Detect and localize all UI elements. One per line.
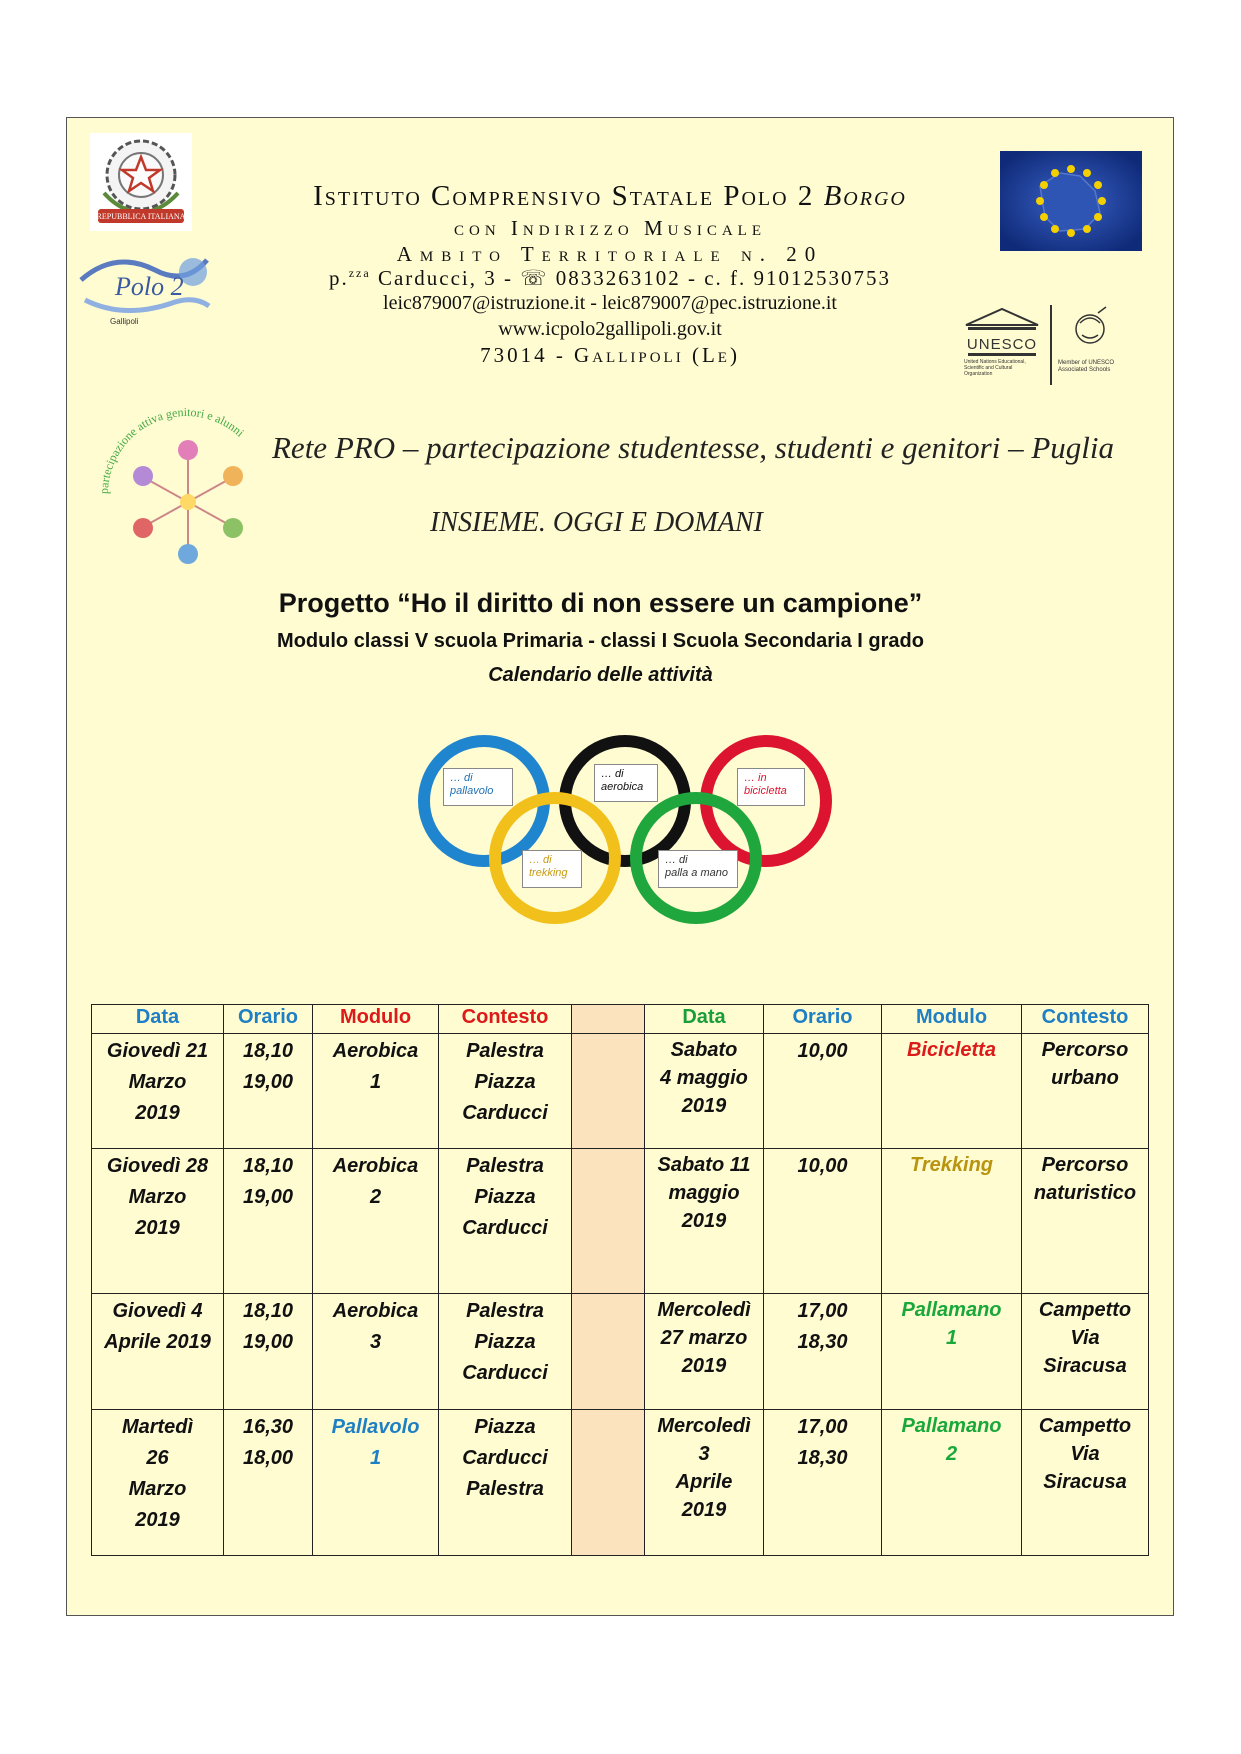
table-gap-cell — [572, 1410, 645, 1556]
cell-line: Marzo — [128, 1478, 187, 1500]
motto: INSIEME. OGGI E DOMANI — [430, 507, 763, 538]
cell-line: 2019 — [135, 1102, 180, 1124]
cell-line: Piazza — [474, 1186, 536, 1208]
cell-line: 2 — [369, 1186, 382, 1208]
ring-label-trekking: … di trekking — [522, 850, 582, 888]
table-cell — [92, 1294, 224, 1410]
table-cell — [224, 1410, 313, 1556]
cell-line: Piazza — [474, 1416, 536, 1438]
cell-line: Trekking — [910, 1154, 993, 1176]
unesco-member-caption: Member of UNESCO Associated Schools — [1058, 360, 1115, 373]
school-email-line: leic879007@istruzione.it - leic879007@pec.istruzione.it — [383, 292, 837, 314]
cell-line: Carducci — [462, 1362, 548, 1384]
rete-pro-logo — [96, 402, 276, 572]
ring-label-bicicletta: … in bicicletta — [737, 768, 805, 806]
table-header-cell — [572, 1005, 645, 1034]
cell-line: Pallamano — [901, 1415, 1002, 1437]
table-cell — [645, 1149, 764, 1294]
table-gap-cell — [572, 1294, 645, 1410]
cell-line: Carducci — [462, 1447, 548, 1469]
cell-line: Campetto — [1038, 1299, 1132, 1321]
polo2-logo — [75, 240, 215, 328]
table-cell — [439, 1149, 572, 1294]
project-title: Progetto “Ho il diritto di non essere un campione” — [278, 588, 923, 618]
table-header-cell: Data — [645, 1005, 764, 1034]
cell-line: Palestra — [466, 1040, 544, 1062]
cell-line: Via — [1070, 1327, 1100, 1349]
cell-line: Palestra — [466, 1300, 544, 1322]
polo2-logo-text: Polo 2 — [115, 272, 184, 301]
cell-line: Aprile 2019 — [104, 1331, 211, 1353]
table-row — [92, 1149, 1149, 1294]
unesco-schools-logo — [1058, 305, 1128, 385]
unesco-wordmark: UNESCO — [966, 336, 1038, 353]
cell-line: Percorso — [1041, 1039, 1129, 1061]
cell-line: Aerobica — [332, 1300, 419, 1322]
cell-line: Palestra — [466, 1155, 544, 1177]
table-cell — [764, 1149, 882, 1294]
table-cell — [1022, 1034, 1149, 1149]
table-header-cell: Modulo — [313, 1005, 439, 1034]
cell-line: 4 maggio — [660, 1067, 748, 1089]
table-row — [92, 1294, 1149, 1410]
cell-line: 19,00 — [242, 1331, 294, 1353]
cell-line: 18,30 — [797, 1331, 848, 1353]
cell-line: 18,10 — [242, 1040, 294, 1062]
cell-line: Percorso — [1041, 1154, 1129, 1176]
unesco-caption: United Nations Educational, Scientific and Cultural Organization — [964, 359, 1026, 377]
table-cell — [882, 1149, 1022, 1294]
cell-line: Giovedì 28 — [106, 1155, 209, 1177]
cell-line: 1 — [945, 1327, 958, 1349]
table-cell — [1022, 1410, 1149, 1556]
cell-line: Giovedì 4 — [112, 1300, 203, 1322]
table-cell — [764, 1294, 882, 1410]
cell-line: 10,00 — [797, 1040, 848, 1062]
cell-line: 18,30 — [797, 1447, 848, 1469]
school-website-line: www.icpolo2gallipoli.gov.it — [498, 318, 722, 340]
ring-label-aerobica: … di aerobica — [594, 764, 658, 802]
cell-line: Marzo — [128, 1071, 187, 1093]
table-cell — [92, 1034, 224, 1149]
cell-line: 18,00 — [242, 1447, 294, 1469]
cell-line: Aprile — [675, 1471, 733, 1493]
cell-line: 10,00 — [797, 1155, 848, 1177]
cell-line: 3 — [698, 1443, 710, 1465]
school-music-line: con Indirizzo Musicale — [454, 216, 766, 240]
cell-line: Piazza — [474, 1331, 536, 1353]
republic-ribbon-text: REPUBBLICA ITALIANA — [96, 212, 186, 221]
table-cell — [439, 1034, 572, 1149]
table-cell — [764, 1034, 882, 1149]
cell-line: 19,00 — [242, 1071, 294, 1093]
table-cell — [882, 1034, 1022, 1149]
table-cell — [92, 1149, 224, 1294]
table-cell — [645, 1294, 764, 1410]
table-cell — [313, 1149, 439, 1294]
cell-line: 17,00 — [797, 1416, 848, 1438]
school-city-line: 73014 - Gallipoli (Le) — [480, 343, 740, 367]
project-module: Modulo classi V scuola Primaria - classi I Scuola Secondaria I grado — [277, 630, 924, 652]
cell-line: Via — [1070, 1443, 1100, 1465]
cell-line: Giovedì 21 — [106, 1040, 209, 1062]
cell-line: Sabato 11 — [657, 1154, 751, 1176]
polo2-logo-subtext: Gallipoli — [110, 317, 139, 326]
school-name: Istituto Comprensivo Statale Polo 2 Borgo — [313, 180, 907, 212]
table-cell — [1022, 1149, 1149, 1294]
cell-line: Campetto — [1038, 1415, 1132, 1437]
ring-label-palla-a-mano: … di palla a mano — [658, 850, 738, 888]
school-address-line: p.$^{zza}$ Carducci, 3 - ☏ 0833263102 - c. f. 91012530753 — [328, 266, 892, 290]
cell-line: Carducci — [462, 1102, 548, 1124]
table-header-cell: Data — [92, 1005, 224, 1034]
cell-line: 3 — [369, 1331, 382, 1353]
cell-line: 19,00 — [242, 1186, 294, 1208]
cell-line: urbano — [1051, 1067, 1119, 1089]
rete-pro-title: Rete PRO – partecipazione studentesse, studenti e genitori – Puglia — [272, 430, 1115, 465]
table-cell — [439, 1294, 572, 1410]
cell-line: Marzo — [128, 1186, 187, 1208]
table-header-cell: Orario — [764, 1005, 882, 1034]
rete-arc-text: partecipazione attiva genitori e alunni — [96, 404, 248, 495]
table-header-row — [92, 1005, 1149, 1034]
cell-line: Martedì — [121, 1416, 194, 1438]
activity-calendar-table — [91, 1004, 1149, 1556]
cell-line: 2019 — [681, 1355, 727, 1377]
cell-line: Palestra — [466, 1478, 544, 1500]
table-gap-cell — [572, 1149, 645, 1294]
cell-line: 2019 — [681, 1210, 727, 1232]
table-row — [92, 1410, 1149, 1556]
table-cell — [224, 1149, 313, 1294]
table-cell — [224, 1294, 313, 1410]
olympic-rings — [412, 730, 842, 930]
cell-line: naturistico — [1033, 1182, 1137, 1204]
cell-line: 2019 — [135, 1509, 180, 1531]
table-cell — [645, 1034, 764, 1149]
table-header-cell: Modulo — [882, 1005, 1022, 1034]
cell-line: 2019 — [681, 1095, 727, 1117]
cell-line: 1 — [369, 1447, 382, 1469]
cell-line: Mercoledì — [657, 1415, 751, 1437]
eu-flag-logo — [1000, 151, 1142, 251]
table-cell — [313, 1410, 439, 1556]
cell-line: 1 — [369, 1071, 382, 1093]
table-gap-cell — [572, 1034, 645, 1149]
table-cell — [1022, 1294, 1149, 1410]
cell-line: 17,00 — [797, 1300, 848, 1322]
cell-line: 16,30 — [242, 1416, 294, 1438]
cell-line: 2 — [945, 1443, 958, 1465]
cell-line: maggio — [668, 1182, 740, 1204]
republic-emblem-logo — [90, 133, 192, 231]
cell-line: Aerobica — [332, 1040, 419, 1062]
table-cell — [882, 1294, 1022, 1410]
cell-line: 2019 — [135, 1217, 180, 1239]
cell-line: 18,10 — [242, 1155, 294, 1177]
cell-line: Pallamano — [901, 1299, 1002, 1321]
cell-line: Siracusa — [1043, 1471, 1127, 1493]
school-ambito-line: Ambito Territoriale n. 20 — [396, 242, 824, 266]
table-cell — [313, 1294, 439, 1410]
cell-line: Aerobica — [332, 1155, 419, 1177]
cell-line: Carducci — [462, 1217, 548, 1239]
cell-line: 27 marzo — [660, 1327, 748, 1349]
ring-label-pallavolo: … di pallavolo — [443, 768, 513, 806]
table-cell — [313, 1034, 439, 1149]
cell-line: 26 — [146, 1447, 169, 1469]
cell-line: Sabato — [670, 1039, 738, 1061]
cell-line: Piazza — [474, 1071, 536, 1093]
cell-line: Siracusa — [1043, 1355, 1127, 1377]
cell-line: 2019 — [681, 1499, 727, 1521]
table-cell — [224, 1034, 313, 1149]
cell-line: 18,10 — [242, 1300, 294, 1322]
cell-line: Bicicletta — [907, 1039, 996, 1061]
cell-line: Mercoledì — [657, 1299, 751, 1321]
table-cell — [882, 1410, 1022, 1556]
table-cell — [645, 1410, 764, 1556]
table-header-cell: Orario — [224, 1005, 313, 1034]
table-header-cell: Contesto — [1022, 1005, 1149, 1034]
table-cell — [439, 1410, 572, 1556]
cell-line: Pallavolo — [331, 1416, 420, 1438]
table-row — [92, 1034, 1149, 1149]
table-header-cell: Contesto — [439, 1005, 572, 1034]
project-calendar-label: Calendario delle attività — [488, 664, 713, 686]
unesco-divider — [1050, 305, 1052, 385]
table-cell — [92, 1410, 224, 1556]
table-cell — [764, 1410, 882, 1556]
